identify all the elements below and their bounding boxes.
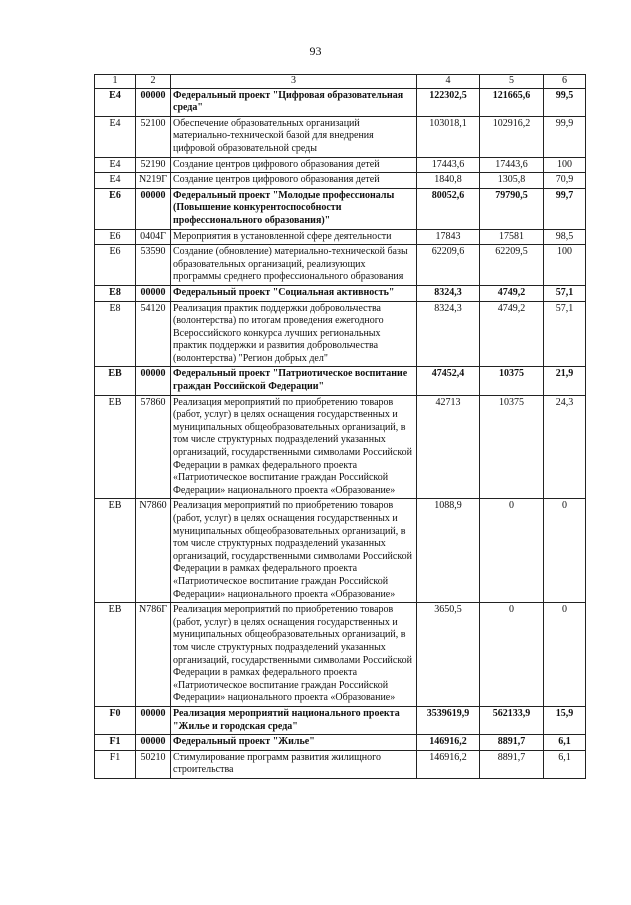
table-row (95, 603, 586, 707)
code-cell: E4 (95, 173, 136, 189)
percent-cell: 98,5 (544, 229, 586, 245)
actual-value-cell: 8891,7 (480, 750, 544, 778)
table-row (95, 706, 586, 734)
planned-value-cell: 103018,1 (417, 116, 480, 157)
planned-value-cell: 1088,9 (417, 499, 480, 603)
header-cell: 6 (544, 75, 586, 89)
percent-cell: 24,3 (544, 395, 586, 499)
actual-value-cell: 10375 (480, 395, 544, 499)
subcode-cell: 53590 (136, 245, 171, 286)
planned-value-cell: 17443,6 (417, 157, 480, 173)
budget-table (94, 74, 586, 779)
subcode-cell: 00000 (136, 285, 171, 301)
planned-value-cell: 3539619,9 (417, 706, 480, 734)
subcode-cell: 52100 (136, 116, 171, 157)
header-cell: 1 (95, 75, 136, 89)
subcode-cell: 0404Г (136, 229, 171, 245)
percent-cell: 57,1 (544, 301, 586, 367)
table-row (95, 735, 586, 751)
name-cell: Создание центров цифрового образования детей (171, 157, 417, 173)
actual-value-cell: 102916,2 (480, 116, 544, 157)
name-cell: Федеральный проект "Патриотическое воспитание граждан Российской Федерации" (171, 367, 417, 395)
name-cell: Федеральный проект "Социальная активность" (171, 285, 417, 301)
table-row (95, 188, 586, 229)
code-cell: E6 (95, 188, 136, 229)
code-cell: EB (95, 603, 136, 707)
actual-value-cell: 1305,8 (480, 173, 544, 189)
table-row (95, 173, 586, 189)
table-row (95, 367, 586, 395)
code-cell: F1 (95, 735, 136, 751)
name-cell: Федеральный проект "Жилье" (171, 735, 417, 751)
table-row (95, 285, 586, 301)
table-row (95, 88, 586, 116)
subcode-cell: 00000 (136, 706, 171, 734)
actual-value-cell: 17581 (480, 229, 544, 245)
planned-value-cell: 80052,6 (417, 188, 480, 229)
percent-cell: 6,1 (544, 735, 586, 751)
subcode-cell: 00000 (136, 735, 171, 751)
code-cell: F0 (95, 706, 136, 734)
page-number: 93 (309, 44, 322, 58)
subcode-cell: 00000 (136, 188, 171, 229)
actual-value-cell: 10375 (480, 367, 544, 395)
percent-cell: 100 (544, 245, 586, 286)
actual-value-cell: 0 (480, 499, 544, 603)
name-cell: Мероприятия в установленной сфере деятельности (171, 229, 417, 245)
table-row (95, 301, 586, 367)
code-cell: E6 (95, 229, 136, 245)
table-row (95, 395, 586, 499)
code-cell: E8 (95, 301, 136, 367)
header-cell: 2 (136, 75, 171, 89)
name-cell: Создание центров цифрового образования детей (171, 173, 417, 189)
name-cell: Реализация мероприятий национального проекта "Жилье и городская среда" (171, 706, 417, 734)
header-cell: 5 (480, 75, 544, 89)
code-cell: EB (95, 367, 136, 395)
percent-cell: 57,1 (544, 285, 586, 301)
code-cell: EB (95, 499, 136, 603)
name-cell: Федеральный проект "Молодые профессионалы (Повышение конкурентоспособности профессионального образования)" (171, 188, 417, 229)
header-cell: 4 (417, 75, 480, 89)
actual-value-cell: 79790,5 (480, 188, 544, 229)
planned-value-cell: 122302,5 (417, 88, 480, 116)
planned-value-cell: 3650,5 (417, 603, 480, 707)
subcode-cell: 00000 (136, 88, 171, 116)
percent-cell: 0 (544, 603, 586, 707)
subcode-cell: 00000 (136, 367, 171, 395)
percent-cell: 100 (544, 157, 586, 173)
percent-cell: 70,9 (544, 173, 586, 189)
actual-value-cell: 4749,2 (480, 301, 544, 367)
subcode-cell: 57860 (136, 395, 171, 499)
name-cell: Создание (обновление) материально-технической базы образовательных организаций, реализующих программы среднего профессионального образования (171, 245, 417, 286)
subcode-cell: 50210 (136, 750, 171, 778)
actual-value-cell: 62209,5 (480, 245, 544, 286)
subcode-cell: N219Г (136, 173, 171, 189)
subcode-cell: N7860 (136, 499, 171, 603)
code-cell: E4 (95, 157, 136, 173)
actual-value-cell: 8891,7 (480, 735, 544, 751)
name-cell: Реализация мероприятий по приобретению товаров (работ, услуг) в целях оснащения государственных и муниципальных общеобразовательных организаций, в том числе структурных подразделений указанных организаций, государственными символами Российской Федерации в рамках федерального проекта «Патриотическое воспитание граждан Российской Федерации» национального проекта «Образование» (171, 395, 417, 499)
planned-value-cell: 146916,2 (417, 750, 480, 778)
name-cell: Федеральный проект "Цифровая образовательная среда" (171, 88, 417, 116)
name-cell: Реализация мероприятий по приобретению товаров (работ, услуг) в целях оснащения государственных и муниципальных общеобразовательных организаций, в том числе структурных подразделений указанных организаций, государственными символами Российской Федерации в рамках федерального проекта «Патриотическое воспитание граждан Российской Федерации» национального проекта «Образование» (171, 603, 417, 707)
code-cell: F1 (95, 750, 136, 778)
table-header-row (95, 75, 586, 89)
percent-cell: 99,9 (544, 116, 586, 157)
planned-value-cell: 8324,3 (417, 301, 480, 367)
table-row (95, 157, 586, 173)
table-row (95, 116, 586, 157)
subcode-cell: N786Г (136, 603, 171, 707)
actual-value-cell: 562133,9 (480, 706, 544, 734)
percent-cell: 21,9 (544, 367, 586, 395)
planned-value-cell: 42713 (417, 395, 480, 499)
actual-value-cell: 4749,2 (480, 285, 544, 301)
code-cell: E4 (95, 116, 136, 157)
code-cell: E8 (95, 285, 136, 301)
subcode-cell: 52190 (136, 157, 171, 173)
name-cell: Реализация мероприятий по приобретению товаров (работ, услуг) в целях оснащения государственных и муниципальных общеобразовательных организаций, в том числе структурных подразделений указанных организаций, государственными символами Российской Федерации в рамках федерального проекта «Патриотическое воспитание граждан Российской Федерации» национального проекта «Образование» (171, 499, 417, 603)
table-row (95, 499, 586, 603)
planned-value-cell: 47452,4 (417, 367, 480, 395)
table-row (95, 245, 586, 286)
percent-cell: 0 (544, 499, 586, 603)
code-cell: EB (95, 395, 136, 499)
actual-value-cell: 17443,6 (480, 157, 544, 173)
planned-value-cell: 146916,2 (417, 735, 480, 751)
header-cell: 3 (171, 75, 417, 89)
percent-cell: 6,1 (544, 750, 586, 778)
actual-value-cell: 0 (480, 603, 544, 707)
planned-value-cell: 1840,8 (417, 173, 480, 189)
percent-cell: 99,7 (544, 188, 586, 229)
code-cell: E6 (95, 245, 136, 286)
table-row (95, 229, 586, 245)
percent-cell: 15,9 (544, 706, 586, 734)
table-row (95, 750, 586, 778)
name-cell: Обеспечение образовательных организаций материально-технической базой для внедрения цифровой образовательной среды (171, 116, 417, 157)
planned-value-cell: 8324,3 (417, 285, 480, 301)
name-cell: Реализация практик поддержки добровольчества (волонтерства) по итогам проведения ежегодного Всероссийского конкурса лучших региональных практик поддержки и развития добровольчества (волонтерства) "Регион добрых дел" (171, 301, 417, 367)
name-cell: Стимулирование программ развития жилищного строительства (171, 750, 417, 778)
planned-value-cell: 17843 (417, 229, 480, 245)
planned-value-cell: 62209,6 (417, 245, 480, 286)
code-cell: E4 (95, 88, 136, 116)
actual-value-cell: 121665,6 (480, 88, 544, 116)
subcode-cell: 54120 (136, 301, 171, 367)
percent-cell: 99,5 (544, 88, 586, 116)
